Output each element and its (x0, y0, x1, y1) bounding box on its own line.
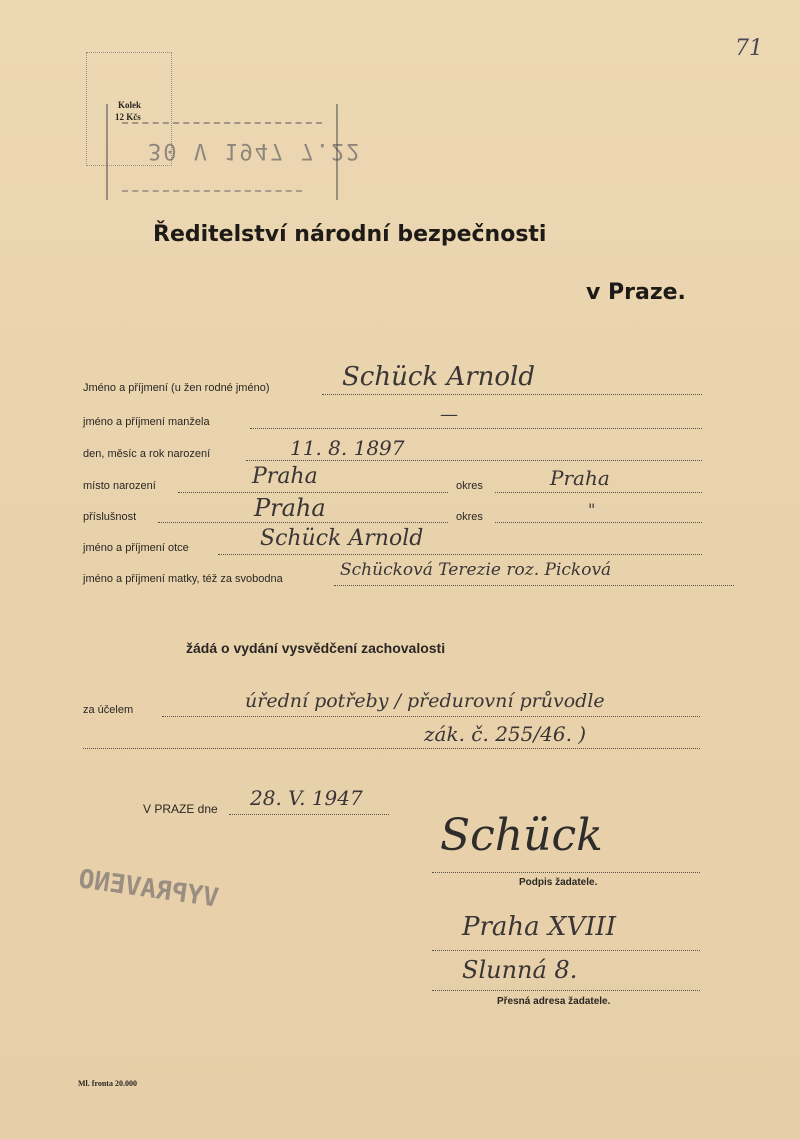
birth-district-dotted-line (495, 492, 702, 493)
date-value: 28. V. 1947 (250, 786, 363, 810)
purpose-value-line1: úřední potřeby / předurovní průvodle (245, 690, 605, 712)
father-value: Schück Arnold (260, 526, 424, 551)
birth-date-dotted-line (246, 460, 702, 461)
name-label: Jméno a příjmení (u žen rodné jméno) (83, 382, 270, 394)
citizenship-label: příslušnost (83, 511, 137, 523)
purpose-value-line2: zák. č. 255/46. ) (424, 722, 587, 746)
mother-dotted-line (334, 585, 734, 586)
address-dotted-line-1 (432, 950, 700, 951)
birth-date-value: 11. 8. 1897 (290, 436, 405, 460)
spouse-dotted-line (250, 428, 702, 429)
revenue-stamp-amount: 12 Kčs (115, 112, 141, 122)
spouse-value: — (440, 404, 458, 425)
date-label: V PRAZE dne (143, 802, 218, 816)
citizenship-district-dotted-line (495, 522, 702, 523)
purpose-label: za účelem (83, 704, 134, 716)
signature-dotted-line (432, 872, 700, 873)
birth-district-value: Praha (550, 466, 610, 490)
address-line2: Slunná 8. (462, 956, 578, 984)
name-value: Schück Arnold (342, 362, 536, 392)
birth-place-dotted-line (178, 492, 448, 493)
mother-label: jméno a příjmení matky, též za svobodna (83, 573, 283, 585)
print-mark: Ml. fronta 20.000 (78, 1079, 137, 1088)
office-city: v Praze. (586, 280, 686, 305)
receipt-stamp (106, 104, 362, 200)
date-dotted-line (229, 814, 389, 815)
applicant-signature: Schück (440, 810, 603, 861)
page-number: 71 (735, 36, 763, 61)
office-title: Ředitelství národní bezpečnosti (153, 222, 547, 247)
receipt-stamp-date: 30 V 1947 7.22 (148, 138, 362, 163)
citizenship-district-label: okres (456, 511, 483, 523)
receipt-stamp-line (122, 190, 302, 192)
request-heading: žádá o vydání vysvědčení zachovalosti (186, 640, 446, 656)
father-dotted-line (218, 554, 702, 555)
mother-value: Schücková Terezie roz. Picková (340, 560, 612, 580)
dispatch-stamp: VYPRAVENO (76, 864, 221, 914)
birth-place-label: místo narození (83, 480, 156, 492)
citizenship-dotted-line (158, 522, 448, 523)
birth-date-label: den, měsíc a rok narození (83, 448, 211, 460)
citizenship-value: Praha (254, 494, 326, 522)
name-dotted-line (322, 394, 702, 395)
address-line1: Praha XVIII (462, 912, 617, 942)
purpose-dotted-line-1 (162, 716, 700, 717)
revenue-stamp-label: Kolek (118, 100, 142, 110)
receipt-stamp-line (122, 122, 322, 124)
purpose-dotted-line-2 (83, 748, 700, 749)
birth-place-value: Praha (252, 464, 318, 489)
address-caption: Přesná adresa žadatele. (497, 996, 611, 1007)
father-label: jméno a příjmení otce (83, 542, 189, 554)
citizenship-district-value: " (588, 500, 596, 519)
address-dotted-line-2 (432, 990, 700, 991)
signature-caption: Podpis žadatele. (519, 877, 598, 888)
spouse-label: jméno a příjmení manžela (83, 416, 210, 428)
birth-district-label: okres (456, 480, 483, 492)
